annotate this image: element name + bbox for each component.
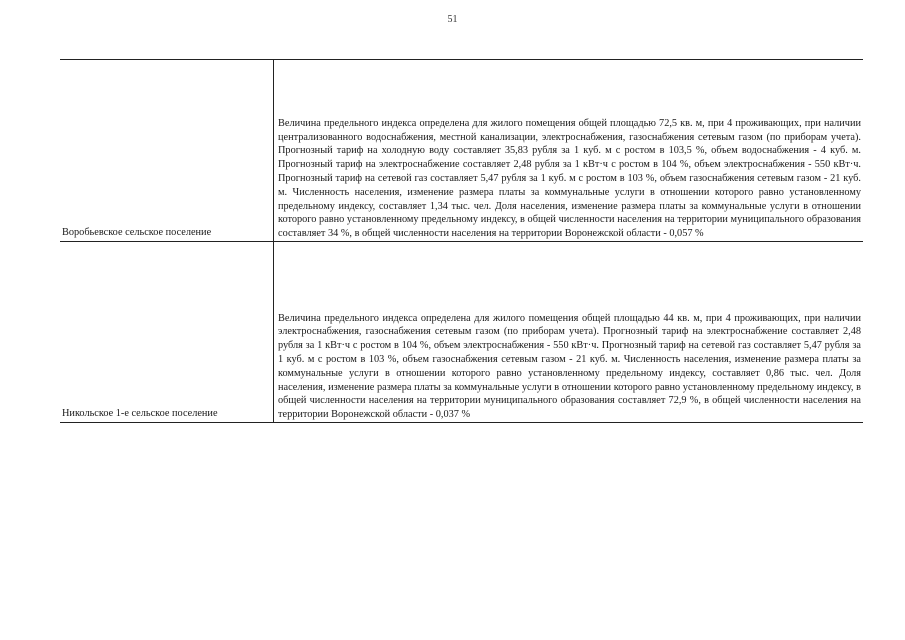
settlement-index-table [60, 59, 863, 423]
description-cell [273, 60, 863, 241]
description-cell [273, 242, 863, 422]
settlement-description: Величина предельного индекса определена для жилого помещения общей площадью 44 кв. м, при 4 проживающих, при наличии электроснабжения, газоснабжения сетевым газом (по приборам учета). Прогнозный тариф на электроснабжение составляет 2,48 рубля за 1 кВт·ч с ростом в 104 %, объем электроснабжения - 550 кВт·ч. Прогнозный тариф на сетевой газ составляет 5,47 рубля за 1 куб. м с ростом в 103 %, объем газоснабжения сетевым газом - 21 куб. м. Численность населения, изменение размера платы за коммунальные услуги в отношении которого равно установленному предельному индексу, составляет 0,86 тыс. чел. Доля населения, изменение размера платы за коммунальные услуги в отношении которого равно установленному предельному индексу, в общей численности населения на территории муниципального образования составляет 72,9 %, в общей численности населения на территории Воронежской области - 0,037 % [278, 312, 861, 421]
page-number: 51 [447, 14, 458, 25]
settlement-name: Воробьевское сельское поселение [62, 227, 212, 238]
settlement-name: Никольское 1-е сельское поселение [62, 408, 218, 419]
table-row [60, 59, 863, 241]
settlement-description: Величина предельного индекса определена для жилого помещения общей площадью 72,5 кв. м, при 4 проживающих, при наличии централизованного водоснабжения, местной канализации, электроснабжения, газоснабжения сетевым газом (по приборам учета). Прогнозный тариф на холодную воду составляет 35,83 рубля за 1 куб. м с ростом в 103,5 %, объем водоснабжения - 4 куб. м. Прогнозный тариф на электроснабжение составляет 2,48 рубля за 1 кВт·ч с ростом в 104 %, объем электроснабжения - 550 кВт·ч. Прогнозный тариф на сетевой газ составляет 5,47 рубля за 1 куб. м с ростом в 103 %, объем газоснабжения сетевым газом - 21 куб. м. Численность населения, изменение размера платы за коммунальные услуги в отношении которого равно установленному предельному индексу, составляет 1,34 тыс. чел. Доля населения, изменение размера платы за коммунальные услуги в отношении которого равно установленному предельному индексу, в общей численности населения на территории муниципального образования составляет 34 %, в общей численности населения на территории Воронежской области - 0,057 % [278, 117, 861, 240]
settlement-name-cell [60, 60, 273, 241]
settlement-name-cell [60, 242, 273, 422]
table-row [60, 241, 863, 423]
